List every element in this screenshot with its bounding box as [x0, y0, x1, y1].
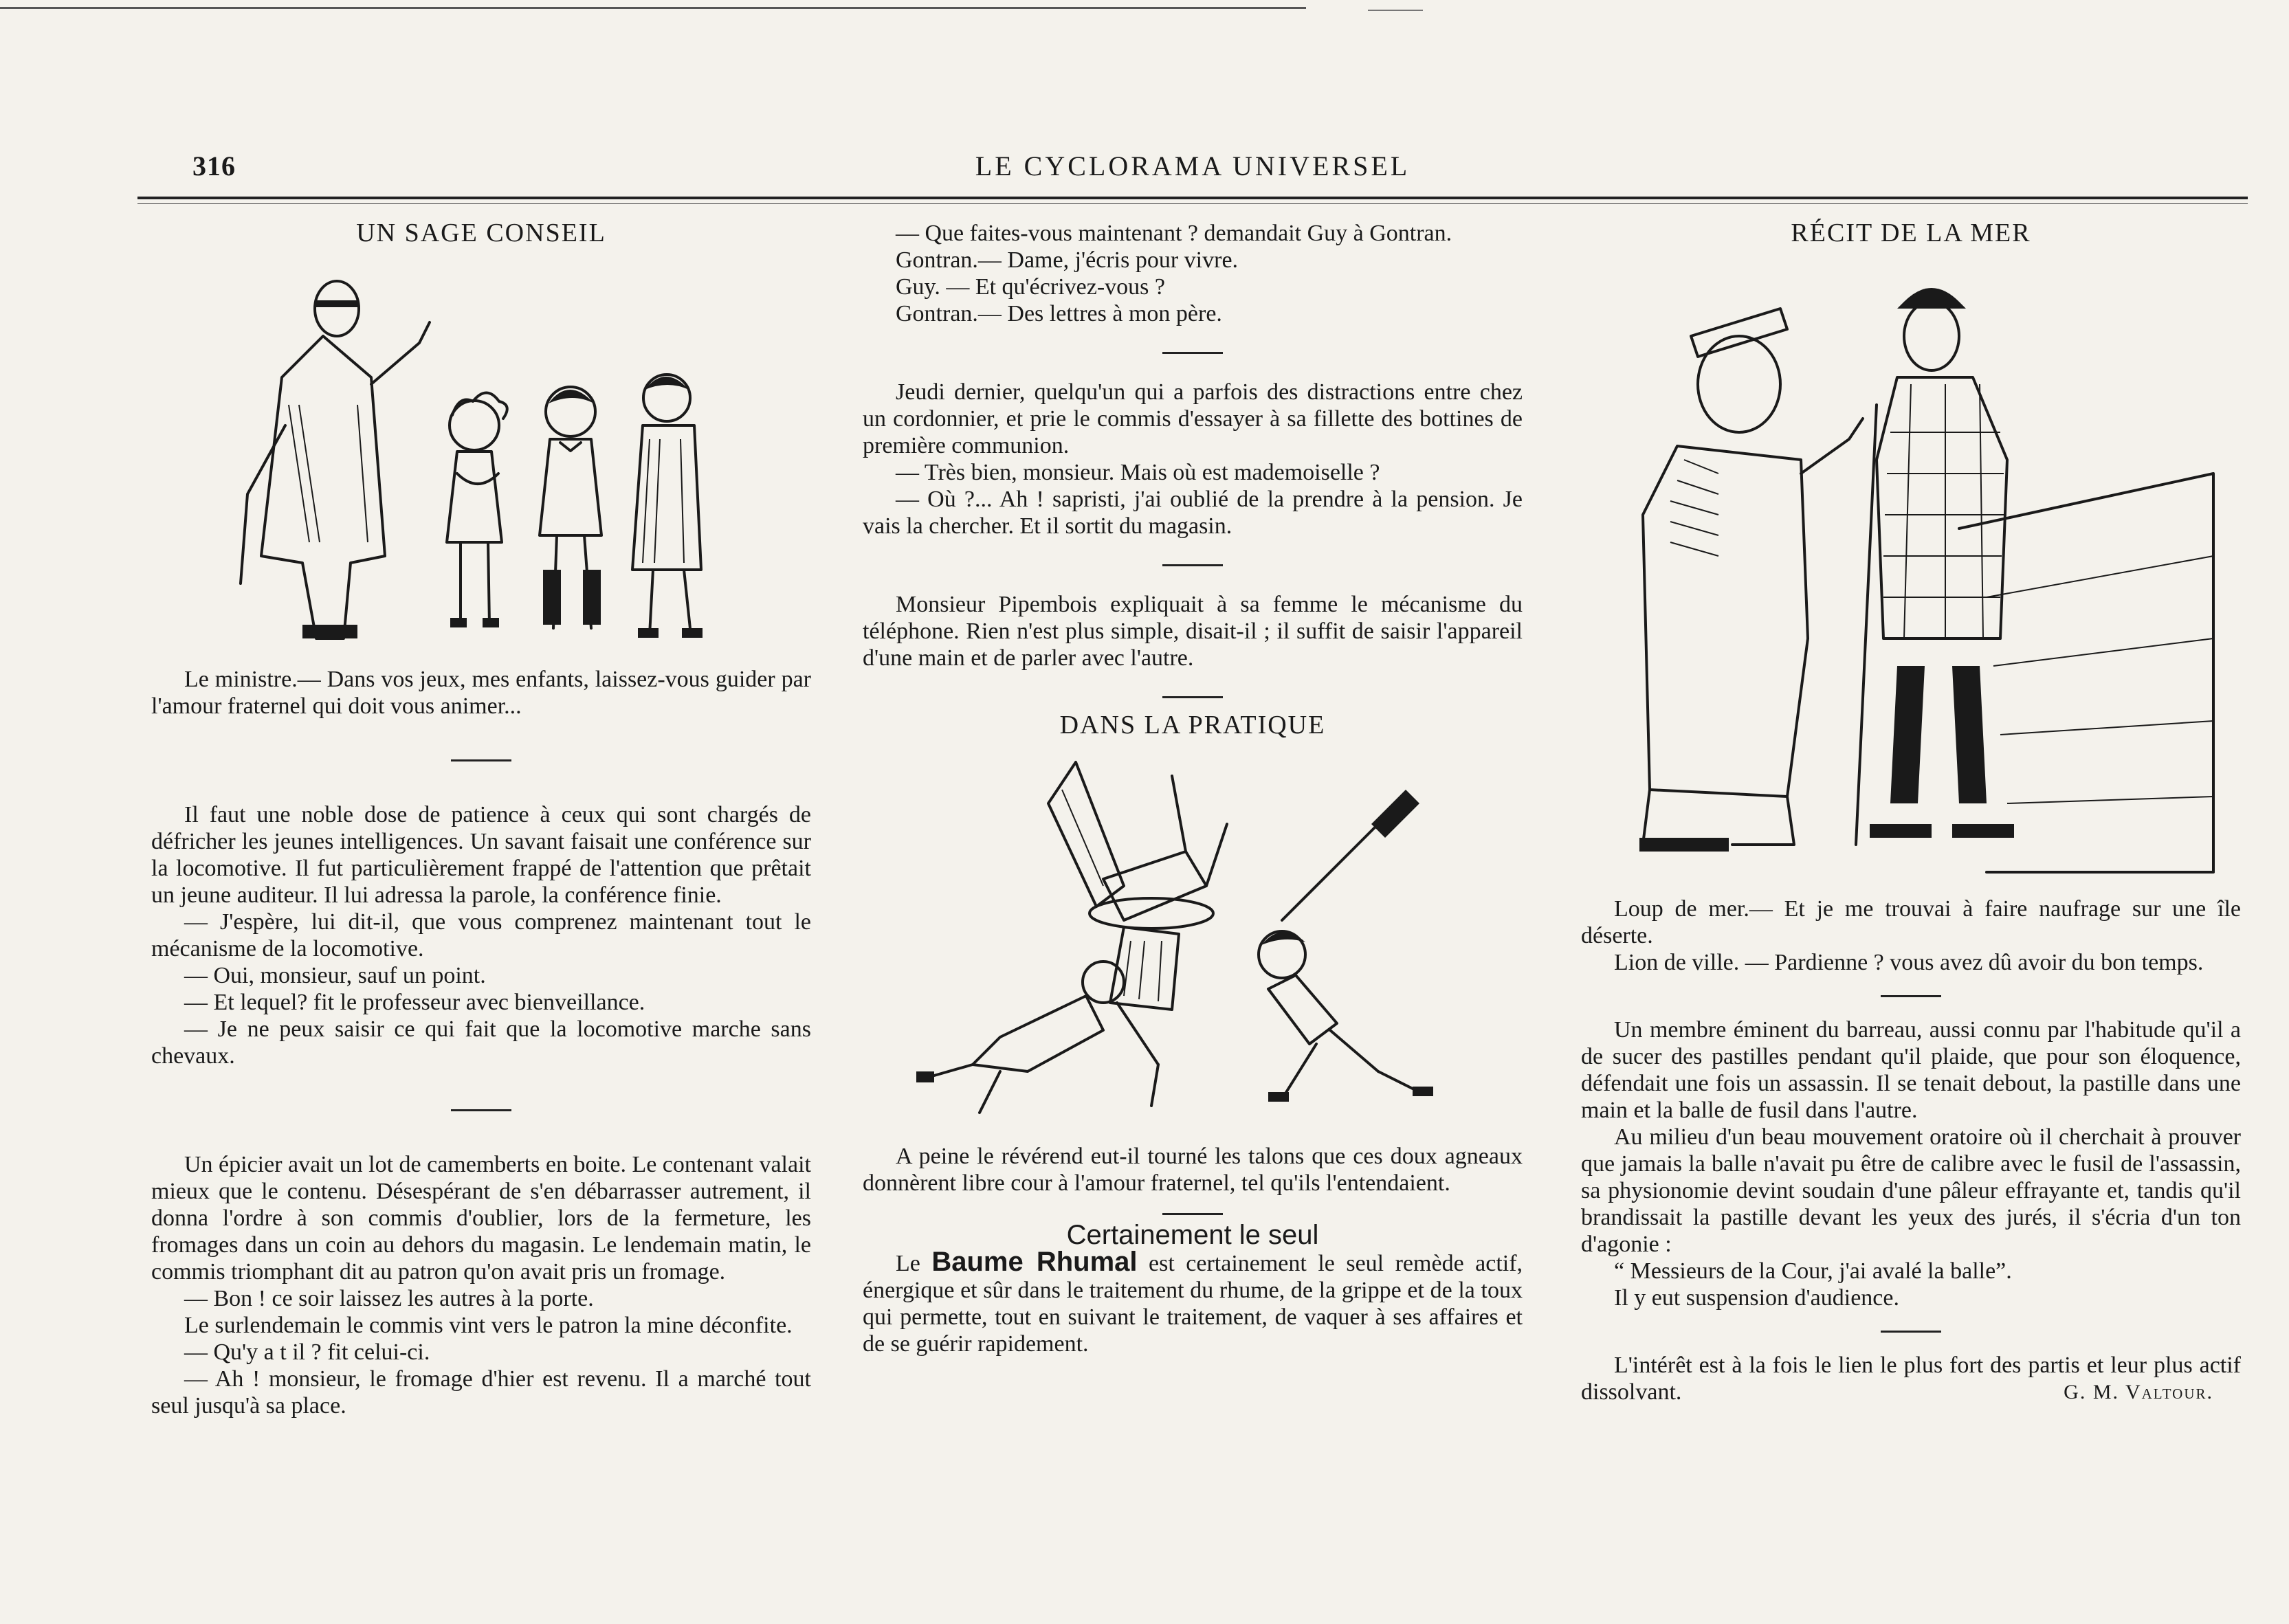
separator — [451, 759, 511, 761]
figure-tall-boy — [632, 375, 703, 638]
story-locomotive-p4: — Et lequel? fit le professeur avec bienveillance. — [184, 990, 645, 1015]
header-rule — [137, 197, 2248, 199]
story-avocat-p4: Il y eut suspension d'audience. — [1614, 1285, 1899, 1311]
illustration-sailor-and-gentleman — [1602, 254, 2220, 886]
story-camemberts-p2: — Bon ! ce soir laissez les autres à la porte. — [184, 1286, 594, 1311]
illustration-children-fighting — [897, 748, 1488, 1133]
closing-text: L'intérêt est à la fois le lien le plus fort des partis et leur plus actif dissolvant. — [1581, 1353, 2241, 1405]
column-3 — [1581, 220, 2241, 1405]
story-cordonnier-p2: — Très bien, monsieur. Mais où est mademoiselle ? — [896, 460, 1380, 485]
page-header — [137, 150, 2248, 191]
story-camemberts-p1: Un épicier avait un lot de camemberts en boite. Le contenant valait mieux que le contenu. Désespérant de s'en débarrasser autrement, il donna l'ordre à son commis d'oublier, lors de la fermeture, les fromages dans un coin au dehors du magasin. Le lendemain matin, le commis triomphant dit au patron qu'on avait pris un fromage. — [151, 1152, 811, 1284]
caption-recit-line-1: Loup de mer.— Et je me trouvai à faire naufrage sur une île déserte. — [1581, 896, 2241, 948]
story-telephone: Monsieur Pipembois expliquait à sa femme le mécanisme du téléphone. Rien n'est plus simple, disait-il ; il suffit de saisir l'appareil d'une main et de parler avec l'autre. — [863, 592, 1523, 671]
ad-text: est certainement le seul remède actif, énergique et sûr dans le traitement du rhume, de la grippe et de la toux qui permette, tout en suivant le traitement, de vaquer à ses affaires et de se guérir rapidement. — [863, 1251, 1523, 1357]
story-camemberts-p5: — Ah ! monsieur, le fromage d'hier est revenu. Il a marché tout seul jusqu'à sa place. — [151, 1366, 811, 1419]
separator — [1162, 352, 1223, 354]
broom-drawing — [1282, 790, 1419, 920]
dialogue-line-2: Gontran.— Dame, j'écris pour vivre. — [896, 247, 1239, 273]
story-avocat-p2: Au milieu d'un beau mouvement oratoire où il cherchait à prouver que jamais la balle n'avait pu être de calibre avec le fusil de l'assassin, sa physionomie devint soudain d'une pâleur effrayante et, tandis qu'il brandissait la pastille devant les yeux des jurés, il s'écria d'un ton d'agonie : — [1581, 1124, 2241, 1257]
top-rule-fragment — [1368, 10, 1423, 11]
figure-curly-boy — [447, 393, 507, 628]
story-cordonnier-p3: — Où ?... Ah ! sapristi, j'ai oublié de la prendre à la pension. Je vais la chercher. Et il sortit du magasin. — [863, 487, 1523, 539]
story-locomotive-p1: Il faut une noble dose de patience à ceux qui sont chargés de défricher les jeunes intelligences. Un savant faisait une conférence sur la locomotive. Il fut particulièrement frappé de l'attention que prêtait un jeune auditeur. Il lui adressa la parole, la conférence finie. — [151, 802, 811, 908]
separator — [451, 1109, 511, 1111]
header-rule-thin — [137, 203, 2248, 204]
caption-dans-la-pratique: A peine le révérend eut-il tourné les talons que ces doux agneaux donnèrent libre cour à l'amour fraternel, tel qu'ils l'entendaient. — [863, 1144, 1523, 1196]
dialogue-line-1: — Que faites-vous maintenant ? demandait Guy à Gontran. — [896, 221, 1452, 246]
illustration-minister-and-children — [220, 267, 742, 652]
caption-recit-line-2: Lion de ville. — Pardienne ? vous avez dû avoir du bon temps. — [1614, 950, 2204, 975]
story-locomotive-p3: — Oui, monsieur, sauf un point. — [184, 963, 486, 988]
figure-middle-boy — [540, 387, 601, 628]
separator — [1881, 1331, 1941, 1333]
section-heading-sage-conseil: UN SAGE CONSEIL — [356, 219, 606, 247]
separator — [1881, 995, 1941, 997]
separator — [1162, 564, 1223, 566]
top-rule — [0, 7, 1306, 9]
story-locomotive-p2: — J'espère, lui dit-il, que vous comprenez maintenant tout le mécanisme de la locomotive. — [151, 909, 811, 961]
caption-sage-conseil: Le ministre.— Dans vos jeux, mes enfants, laissez-vous guider par l'amour fraternel qui doit vous animer... — [151, 667, 811, 719]
boat-drawing — [1959, 474, 2213, 872]
ad-lead: Le — [896, 1251, 920, 1276]
dialogue-line-4: Gontran.— Des lettres à mon père. — [896, 301, 1222, 326]
story-camemberts-p3: Le surlendemain le commis vint vers le patron la mine déconfite. — [184, 1313, 793, 1338]
ad-brand: Baume Rhumal — [931, 1247, 1138, 1277]
story-locomotive-p5: — Je ne peux saisir ce qui fait que la locomotive marche sans chevaux. — [151, 1016, 811, 1069]
chair-drawing — [1048, 762, 1227, 928]
figure-boy-on-ground — [916, 961, 1158, 1113]
author-signature: G. M. Valtour. — [2064, 1381, 2213, 1403]
figure-boy-under-chair — [1110, 927, 1179, 1010]
closing-maxim — [1581, 1352, 2241, 1405]
figure-minister — [241, 281, 430, 638]
page-number: 316 — [192, 151, 236, 181]
story-avocat-p3: “ Messieurs de la Cour, j'ai avalé la balle”. — [1614, 1258, 2012, 1284]
story-camemberts-p4: — Qu'y a t il ? fit celui-ci. — [184, 1339, 430, 1365]
journal-title: LE CYCLORAMA UNIVERSEL — [975, 151, 1411, 181]
figure-boy-with-broom — [1259, 931, 1433, 1102]
story-avocat-p1: Un membre éminent du barreau, aussi connu par l'habitude qu'il a de sucer des pastilles pendant qu'il plaide, que pour son éloquence, défendait une fois un assassin. Il se tenait debout, la pastille dans une main et la balle de fusil dans l'autre. — [1581, 1017, 2241, 1123]
separator — [1162, 696, 1223, 698]
figure-sailor — [1639, 309, 1863, 852]
ad-body — [863, 1249, 1523, 1357]
story-cordonnier-p1: Jeudi dernier, quelqu'un qui a parfois des distractions entre chez un cordonnier, et prie le commis d'essayer à sa fillette des bottines de première communion. — [863, 379, 1523, 458]
ad-heading: Certainement le seul — [1066, 1220, 1319, 1250]
separator — [1162, 1213, 1223, 1215]
section-heading-recit-de-la-mer: RÉCIT DE LA MER — [1791, 219, 2031, 247]
figure-gentleman — [1856, 288, 2014, 845]
column-1 — [151, 220, 811, 1419]
dialogue-line-3: Guy. — Et qu'écrivez-vous ? — [896, 274, 1165, 300]
column-2 — [863, 220, 1523, 1357]
section-heading-dans-la-pratique: DANS LA PRATIQUE — [1059, 711, 1326, 739]
